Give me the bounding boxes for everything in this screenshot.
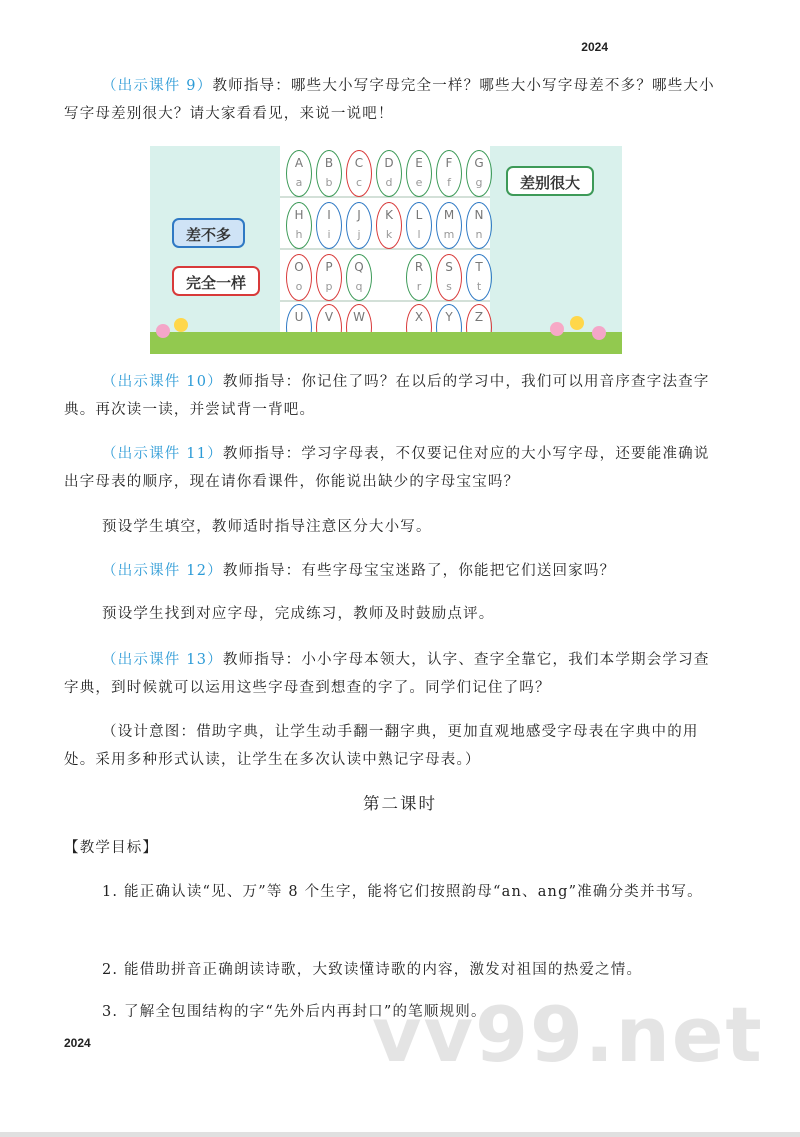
watermark: vv99.net [372, 990, 764, 1079]
grass-decoration [150, 332, 622, 354]
flower-icon [570, 316, 584, 330]
lowercase-letter: p [325, 280, 333, 293]
uppercase-letter: T [475, 260, 483, 274]
lowercase-letter: s [446, 280, 452, 293]
uppercase-letter: L [415, 208, 423, 222]
header-year: 2024 [581, 40, 608, 54]
uppercase-letter: E [415, 156, 423, 170]
objective-1: 1. 能正确认读“见、万”等 8 个生字，能将它们按照韵母“an、ang”准确分类并书写。 [102, 884, 703, 900]
uppercase-letter: N [474, 208, 484, 222]
paragraph-preset-1: 预设学生填空，教师适时指导注意区分大小写。 [102, 519, 432, 535]
courseware-tag: （出示课件 10） [102, 374, 223, 390]
uppercase-letter: D [384, 156, 394, 170]
uppercase-letter: F [445, 156, 453, 170]
paragraph-courseware-12 [64, 557, 724, 585]
lowercase-letter: m [443, 228, 455, 241]
uppercase-letter: W [353, 310, 365, 324]
uppercase-letter: Q [354, 260, 364, 274]
lowercase-letter: l [417, 228, 421, 241]
uppercase-letter: A [294, 156, 304, 170]
lowercase-letter: b [325, 176, 333, 189]
uppercase-letter: R [414, 260, 424, 274]
paragraph-courseware-10 [64, 368, 724, 424]
lowercase-letter: c [355, 176, 363, 189]
flower-icon [550, 322, 564, 336]
uppercase-letter: H [294, 208, 304, 222]
courseware-tag: （出示课件 9） [102, 78, 213, 94]
paragraph-text: 教师指导：小小字母本领大，认字、查字全靠它，我们本学期会学习查字典，到时候就可以运用这些字母查到想查的字了。同学们记住了吗？ [64, 652, 710, 696]
lowercase-letter: d [385, 176, 393, 189]
objectives-heading: 【教学目标】 [64, 840, 159, 856]
paragraph-courseware-13 [64, 646, 724, 702]
flower-icon [592, 326, 606, 340]
courseware-tag: （出示课件 12） [102, 563, 223, 579]
uppercase-letter: J [357, 208, 361, 222]
uppercase-letter: I [327, 208, 331, 222]
lowercase-letter: o [295, 280, 303, 293]
uppercase-letter: O [294, 260, 304, 274]
lowercase-letter: t [476, 280, 482, 293]
courseware-tag: （出示课件 11） [102, 446, 223, 462]
paragraph-courseware-11 [64, 440, 724, 496]
objective-2: 2. 能借助拼音正确朗读诗歌，大致读懂诗歌的内容，激发对祖国的热爱之情。 [102, 962, 643, 978]
lowercase-letter: i [327, 228, 331, 241]
paragraph-text: 教师指导：学习字母表，不仅要记住对应的大小写字母，还要能准确说出字母表的顺序，现在请你看课件，你能说出缺少的字母宝宝吗？ [64, 446, 710, 490]
objective-3: 3. 了解全包围结构的字“先外后内再封口”的笔顺规则。 [102, 1004, 487, 1020]
lowercase-letter: r [416, 280, 422, 293]
uppercase-letter: B [324, 156, 334, 170]
uppercase-letter: G [474, 156, 484, 170]
uppercase-letter: P [325, 260, 333, 274]
lowercase-letter: f [447, 176, 451, 189]
uppercase-letter: X [414, 310, 424, 324]
uppercase-letter: M [443, 208, 455, 222]
flower-icon [174, 318, 188, 332]
lowercase-letter: a [295, 176, 303, 189]
lowercase-letter: n [475, 228, 483, 241]
uppercase-letter: Y [445, 310, 453, 324]
uppercase-letter: Z [474, 310, 484, 324]
paragraph-preset-2: 预设学生找到对应字母，完成练习，教师及时鼓励点评。 [102, 606, 495, 622]
paragraph-text: 教师指导：你记住了吗？在以后的学习中，我们可以用音序查字法查字典。再次读一读，并尝试背一背吧。 [64, 374, 710, 418]
uppercase-letter: V [324, 310, 334, 324]
lowercase-letter: k [385, 228, 393, 241]
lowercase-letter: g [475, 176, 483, 189]
alphabet-illustration [150, 146, 622, 354]
label-same: 完全一样 [172, 266, 260, 296]
paragraph-design-intent: （设计意图：借助字典，让学生动手翻一翻字典，更加直观地感受字母表在字典中的用处。采用多种形式认读，让学生在多次认读中熟记字母表。） [64, 724, 699, 768]
paragraph-courseware-9 [64, 72, 724, 128]
lowercase-letter: q [355, 280, 363, 293]
uppercase-letter: C [354, 156, 364, 170]
courseware-tag: （出示课件 13） [102, 652, 223, 668]
page-bottom-edge [0, 1132, 800, 1137]
label-big-difference: 差别很大 [506, 166, 594, 196]
paragraph-text: 教师指导：有些字母宝宝迷路了，你能把它们送回家吗？ [222, 563, 616, 579]
label-similar: 差不多 [172, 218, 245, 248]
paragraph-text: 教师指导：哪些大小写字母完全一样？哪些大小写字母差不多？哪些大小写字母差别很大？请大家看看见，来说一说吧！ [64, 78, 715, 122]
lowercase-letter: h [295, 228, 303, 241]
lowercase-letter: e [415, 176, 423, 189]
uppercase-letter: S [445, 260, 453, 274]
lowercase-letter: j [357, 228, 361, 241]
uppercase-letter: K [385, 208, 393, 222]
footer-year: 2024 [64, 1036, 91, 1050]
flower-icon [156, 324, 170, 338]
section-title: 第二课时 [363, 794, 437, 813]
uppercase-letter: U [294, 310, 304, 324]
